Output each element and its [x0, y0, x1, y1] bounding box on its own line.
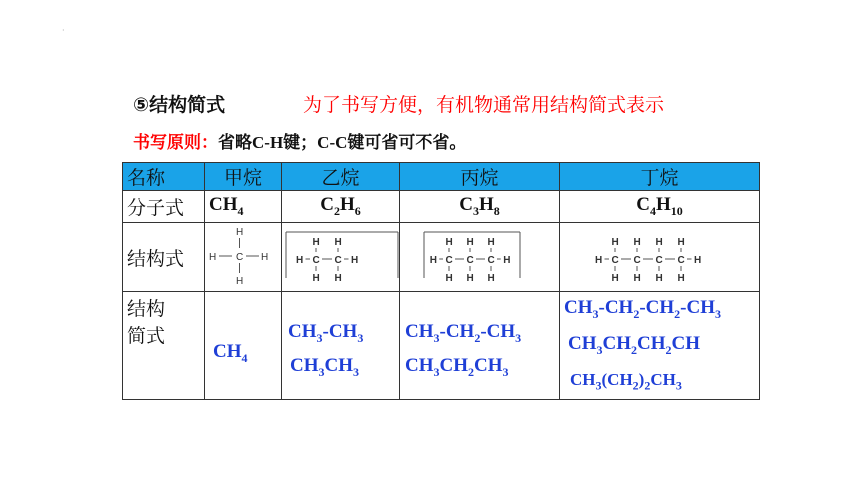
atom-h: H — [611, 273, 619, 284]
structure-propane — [400, 223, 560, 292]
atom-c: C — [236, 252, 244, 263]
row-label-formula: 分子式 — [123, 191, 205, 223]
row-label-condensed-2: 简式 — [127, 325, 166, 347]
formula-butane: $C_4H_{10}$ — [560, 191, 760, 223]
atom-h: H — [633, 237, 641, 248]
atom-h: H — [487, 237, 495, 248]
atom-h: H — [503, 255, 511, 266]
atom-h: H — [334, 273, 342, 284]
formula-methane: $CH_4$ — [205, 191, 282, 223]
atom-h: H — [209, 252, 217, 263]
atom-c: C — [487, 255, 495, 266]
condensed-butane-cell — [560, 292, 760, 400]
atom-c: C — [611, 255, 619, 266]
atom-h: H — [296, 255, 304, 266]
atom-h: H — [445, 273, 453, 284]
header-methane: 甲烷 — [205, 163, 282, 191]
rule-text-a: 省略 — [218, 133, 252, 153]
atom-c: C — [466, 255, 474, 266]
atom-h: H — [655, 273, 663, 284]
intro-text: 为了书写方便，有机物通常用结构简式表示 — [303, 94, 665, 116]
header-name: 名称 — [123, 163, 205, 191]
atom-c: C — [655, 255, 663, 266]
atom-h: H — [655, 237, 663, 248]
header-butane: 丁烷 — [560, 163, 760, 191]
condensed-ethane-2: $CH_3CH_3$ — [290, 354, 359, 379]
atom-h: H — [445, 237, 453, 248]
condensed-methane: $CH_4$ — [213, 341, 248, 365]
butane-structure-diagram — [560, 223, 759, 287]
atom-h: H — [429, 255, 437, 266]
atom-h: H — [351, 255, 359, 266]
atom-c: C — [312, 255, 320, 266]
atom-c: C — [334, 255, 342, 266]
propane-structure-diagram — [400, 223, 559, 287]
atom-c: C — [445, 255, 453, 266]
condensed-butane-3: $CH_3(CH_2)_2CH_3$ — [570, 369, 682, 392]
condensed-propane-1: $CH_3-CH_2-CH_3$ — [405, 321, 522, 345]
atom-h: H — [334, 237, 342, 248]
structure-butane — [560, 223, 760, 292]
section-heading: ⑤结构简式 — [133, 94, 226, 116]
atom-c: C — [677, 255, 685, 266]
atom-h: H — [677, 237, 685, 248]
methane-structure-diagram — [205, 223, 281, 287]
atom-h: H — [236, 276, 244, 287]
atom-h: H — [633, 273, 641, 284]
atom-h: H — [261, 252, 269, 263]
writing-rule — [133, 128, 466, 153]
atom-h: H — [236, 227, 244, 238]
rule-text-c: 键； — [283, 133, 318, 153]
row-label-structural: 结构式 — [123, 223, 205, 292]
molecular-formula-row — [123, 191, 760, 223]
atom-h: H — [694, 255, 702, 266]
condensed-propane-cell — [400, 292, 560, 400]
structure-ethane — [282, 223, 400, 292]
row-label-condensed — [123, 292, 205, 400]
condensed-butane-2: $CH_3CH_2CH_2CH$ — [568, 332, 700, 357]
atom-h: H — [611, 237, 619, 248]
condensed-methane-cell — [205, 292, 282, 400]
condensed-propane-2: $CH_3CH_2CH_3$ — [405, 354, 509, 379]
structural-formula-row — [123, 223, 760, 292]
condensed-ethane-1: $CH_3-CH_3$ — [288, 321, 364, 345]
corner-dot: · — [62, 26, 65, 35]
formula-propane: $C_3H_8$ — [400, 191, 560, 223]
condensed-formula-row — [123, 292, 760, 400]
structure-methane — [205, 223, 282, 292]
ethane-structure-diagram — [282, 223, 399, 287]
condensed-butane-1: $CH_3-CH_2-CH_2-CH_3$ — [564, 297, 721, 321]
rule-label: 书写原则： — [133, 133, 218, 153]
row-label-condensed-1: 结构 — [127, 298, 166, 320]
atom-h: H — [595, 255, 603, 266]
atom-h: H — [466, 273, 474, 284]
table-header-row — [123, 163, 760, 191]
atom-c: C — [633, 255, 641, 266]
condensed-ethane-cell — [282, 292, 400, 400]
rule-text-b: C-H — [252, 133, 284, 152]
alkane-table — [122, 162, 760, 400]
atom-h: H — [487, 273, 495, 284]
rule-text-e: 键可省可不省。 — [347, 133, 467, 153]
atom-h: H — [312, 237, 320, 248]
rule-text-d: C-C — [317, 133, 348, 152]
header-propane: 丙烷 — [400, 163, 560, 191]
atom-h: H — [677, 273, 685, 284]
atom-h: H — [466, 237, 474, 248]
atom-h: H — [312, 273, 320, 284]
header-ethane: 乙烷 — [282, 163, 400, 191]
formula-ethane: $C_2H_6$ — [282, 191, 400, 223]
